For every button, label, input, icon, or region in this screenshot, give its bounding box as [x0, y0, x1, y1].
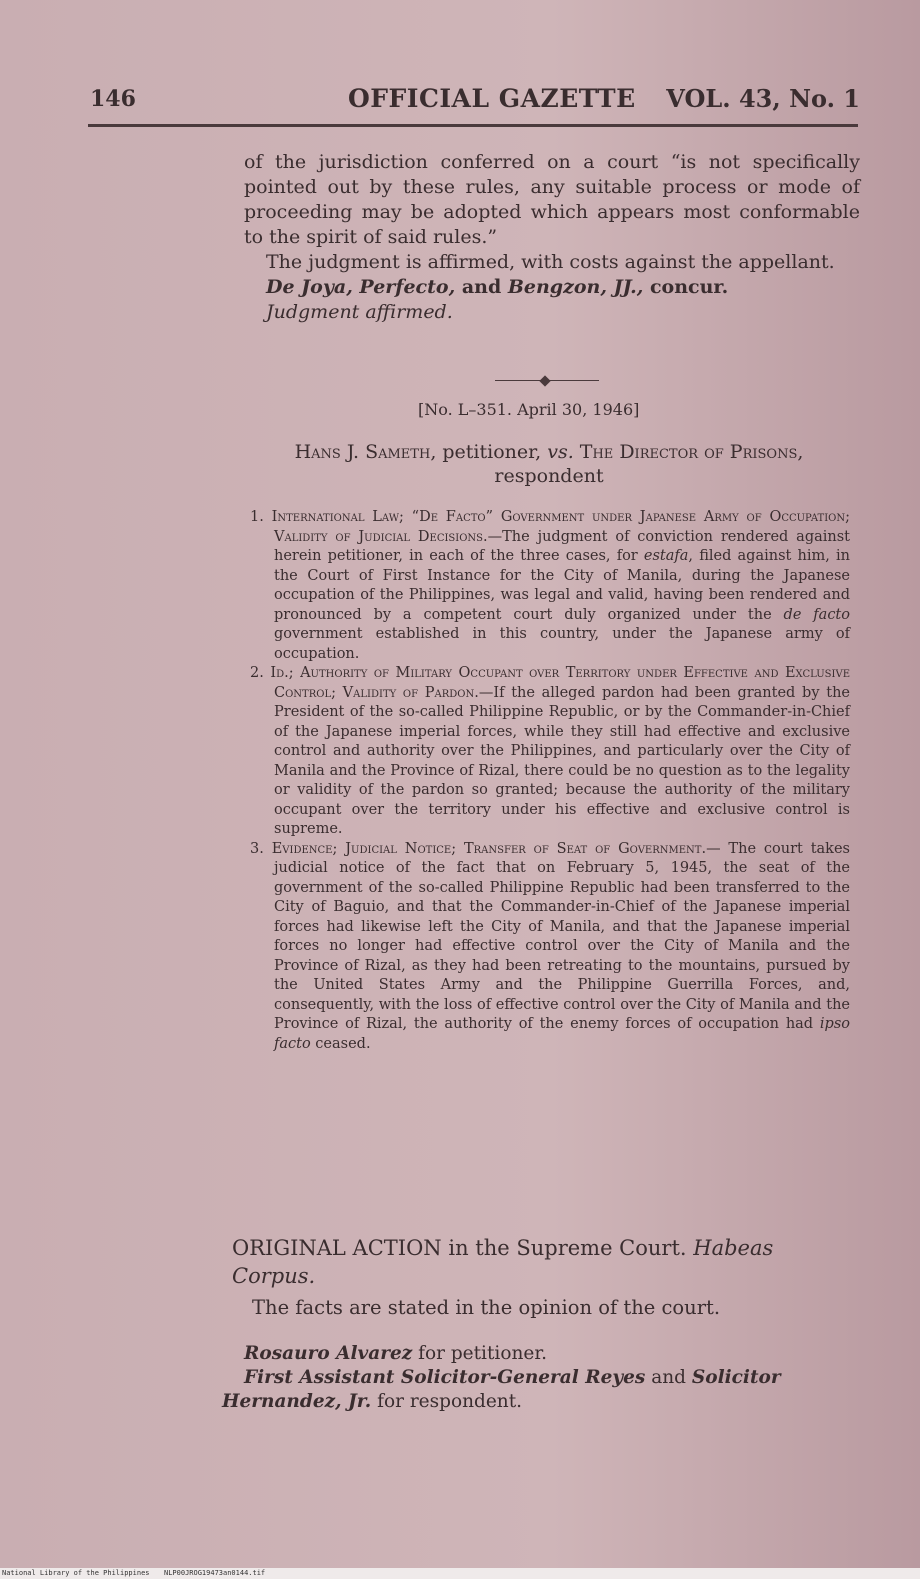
judgment-paragraph: The judgment is affirmed, with costs against the appellant.	[266, 251, 835, 273]
original-action	[232, 1234, 840, 1290]
respondent-counsel-tail: for respondent.	[371, 1391, 523, 1412]
syllabus-number: 3.	[250, 840, 272, 857]
syllabus-text: ceased.	[310, 1035, 371, 1052]
result-text: Judgment affirmed.	[266, 301, 453, 323]
syllabus-item	[250, 508, 850, 664]
respondent-role: , respondent	[494, 441, 804, 487]
concurrence-line	[244, 275, 860, 300]
concurring-justices: De Joya, Perfecto,	[266, 276, 456, 298]
case-parties	[238, 440, 860, 488]
syllabus	[250, 508, 850, 1054]
syllabus-heading: Evidence; Judicial Notice; Transfer of Seat of Government.	[271, 840, 707, 857]
page-header	[90, 86, 860, 120]
opening-paragraph: of the jurisdiction conferred on a court “is not specifically pointed out by these rules, any suitable process or mode of proceeding may be adopted which appears most conformable to the spirit of said rules.”	[244, 151, 860, 248]
syllabus-number: 1.	[250, 509, 272, 525]
syllabus-heading: International Law; “De Facto” Government under Japanese Army of Occupation; Validity of Judicial Decisions.	[271, 509, 850, 545]
footer-file: NLP00JROG19473an0144.tif	[164, 1569, 266, 1577]
respondent-counsel-and: and	[645, 1367, 692, 1388]
facts-statement: The facts are stated in the opinion of the court.	[252, 1296, 721, 1319]
publication-title: OFFICIAL GAZETTE	[348, 84, 636, 113]
syllabus-italic: estafa	[643, 548, 689, 564]
syllabus-number: 2.	[250, 665, 271, 681]
counsel	[222, 1342, 842, 1414]
respondent-counsel-name: First Assistant Solicitor-General Reyes	[244, 1367, 646, 1388]
syllabus-text: — The court takes judicial notice of the fact that on February 5, 1945, the seat of the government of the so-called Philippine Republic had been transferred to the City of Baguio, and that the Commander-in-Chief of the Japanese imperial forces had likewise left the City of Manila, and that the Japanese imperial forces no longer had effective control over the City of Manila and the Province of Rizal, as they had been retreating to the mountains, pursued by the United States Army and the Philippine Guerrilla Forces, and, consequently, with the loss of effective control over the City of Manila and the Province of Rizal, the authority of the enemy forces of occupation had	[274, 840, 850, 1032]
section-ornament	[495, 377, 599, 385]
syllabus-text: —If the alleged pardon had been granted by the President of the so-called Philippine Republic, or by the Commander-in-Chief of the Japanese imperial forces, while they still had effective and exclusive control and authority over the Philippines, and particularly over the City of Manila and the Province of Rizal, there could be no question as to the legality or validity of the pardon so granted; because the authority of the military occupant over the territory under his effective and exclusive control is supreme.	[274, 684, 850, 837]
syllabus-text: —The judgment of conviction rendered against herein petitioner, in each of the three cases, for	[274, 528, 850, 564]
action-lead: ORIGINAL ACTION in the Supreme Court.	[232, 1236, 687, 1260]
syllabus-item	[250, 840, 850, 1055]
syllabus-italic: de facto	[783, 606, 850, 623]
case-number: [No. L–351. April 30, 1946]	[418, 400, 640, 419]
counsel-respondent	[222, 1366, 842, 1414]
header-rule	[88, 124, 858, 127]
opening-text	[244, 150, 860, 325]
counsel-petitioner	[222, 1342, 842, 1366]
syllabus-text: government established in this country, under the Japanese army of occupation.	[274, 626, 850, 662]
versus: vs.	[547, 441, 574, 463]
petitioner-counsel-name: Rosauro Alvarez	[244, 1343, 413, 1364]
syllabus-italic: ipso facto	[274, 1016, 850, 1052]
action-type: Habeas Corpus.	[232, 1236, 774, 1288]
footer-library: National Library of the Philippines	[2, 1569, 150, 1577]
respondent-counsel-name-2: Solicitor Hernandez, Jr.	[222, 1367, 781, 1412]
petitioner-role: , petitioner,	[430, 441, 548, 463]
scan-footer	[0, 1568, 920, 1579]
concurring-justice-last: Bengzon, JJ.,	[507, 276, 644, 298]
petitioner-name: Hans J. Sameth	[294, 441, 431, 463]
syllabus-item	[250, 664, 850, 840]
syllabus-text: , filed against him, in the Court of First Instance for the City of Manila, during the Japanese occupation of the Philippines, was legal and valid, having been rendered and pronounced by a competent court duly organized under the	[274, 548, 850, 623]
concur-and: and	[455, 276, 508, 298]
result-line	[244, 300, 860, 325]
respondent-name: The Director of Prisons	[573, 441, 798, 463]
syllabus-heading: Id.; Authority of Military Occupant over Territory under Effective and Exclusive Control; Validity of Pardon.	[270, 665, 850, 701]
petitioner-counsel-tail: for petitioner.	[412, 1343, 548, 1364]
volume-number: VOL. 43, No. 1	[666, 84, 860, 113]
concur-tail: concur.	[643, 276, 729, 298]
page-number: 146	[90, 86, 136, 112]
